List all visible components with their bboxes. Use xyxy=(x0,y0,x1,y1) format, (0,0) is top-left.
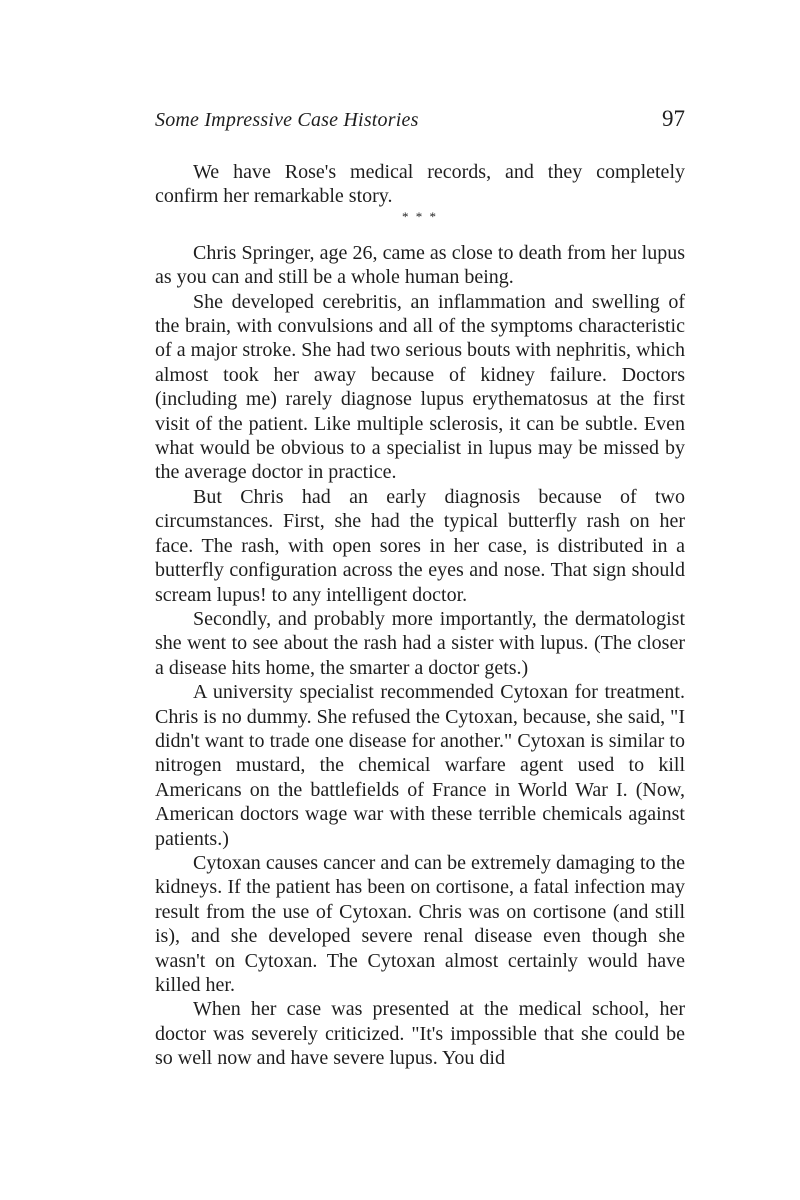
paragraph-1: We have Rose's medical records, and they completely confirm her remarkable story. xyxy=(155,161,685,208)
paragraph-5: Secondly, and probably more importantly, the dermatologist she went to see about the rash had a sister with lupus. (The closer a disease hits home, the smarter a doctor gets.) xyxy=(155,607,685,679)
paragraph-2: Chris Springer, age 26, came as close to death from her lupus as you can and still be a whole human being. xyxy=(155,241,685,289)
paragraph-4: But Chris had an early diagnosis because of two circumstances. First, she had the typical butterfly rash on her face. The rash, with open sores in her case, is distributed in a butterfly configuration across the eyes and nose. That sign should scream lupus! to any intelligent doctor. xyxy=(155,485,685,606)
page-number: 97 xyxy=(662,106,685,131)
paragraph-3: She developed cerebritis, an inflammation and swelling of the brain, with convulsions and all of the symptoms characteristic of a major stroke. She had two serious bouts with nephritis, which almost took her away because of kidney failure. Doctors (including me) rarely diagnose lupus erythematosus at the first visit of the patient. Like multiple sclerosis, it can be subtle. Even what would be obvious to a specialist in lupus may be missed by the average doctor in practice. xyxy=(155,290,685,484)
section-separator: * * * xyxy=(402,208,438,224)
paragraph-7: Cytoxan causes cancer and can be extremely damaging to the kidneys. If the patient has been on cortisone, a fatal infection may result from the use of Cytoxan. Chris was on cortisone (and still is), and she developed severe renal disease even though she wasn't on Cytoxan. The Cytoxan almost certainly would have killed her. xyxy=(155,851,685,996)
book-page xyxy=(155,106,685,1071)
running-title: Some Impressive Case Histories xyxy=(155,109,419,131)
paragraph-8: When her case was presented at the medical school, her doctor was severely criticized. "It's impossible that she could be so well now and have severe lupus. You did xyxy=(155,998,685,1070)
body-text xyxy=(155,160,685,1071)
running-head xyxy=(155,106,685,136)
paragraph-6: A university specialist recommended Cytoxan for treatment. Chris is no dummy. She refused the Cytoxan, because, she said, "I didn't want to trade one disease for another." Cytoxan is similar to nitrogen mustard, the chemical warfare agent used to kill Americans on the battlefields of France in World War I. (Now, American doctors wage war with these terrible chemicals against patients.) xyxy=(155,681,685,850)
